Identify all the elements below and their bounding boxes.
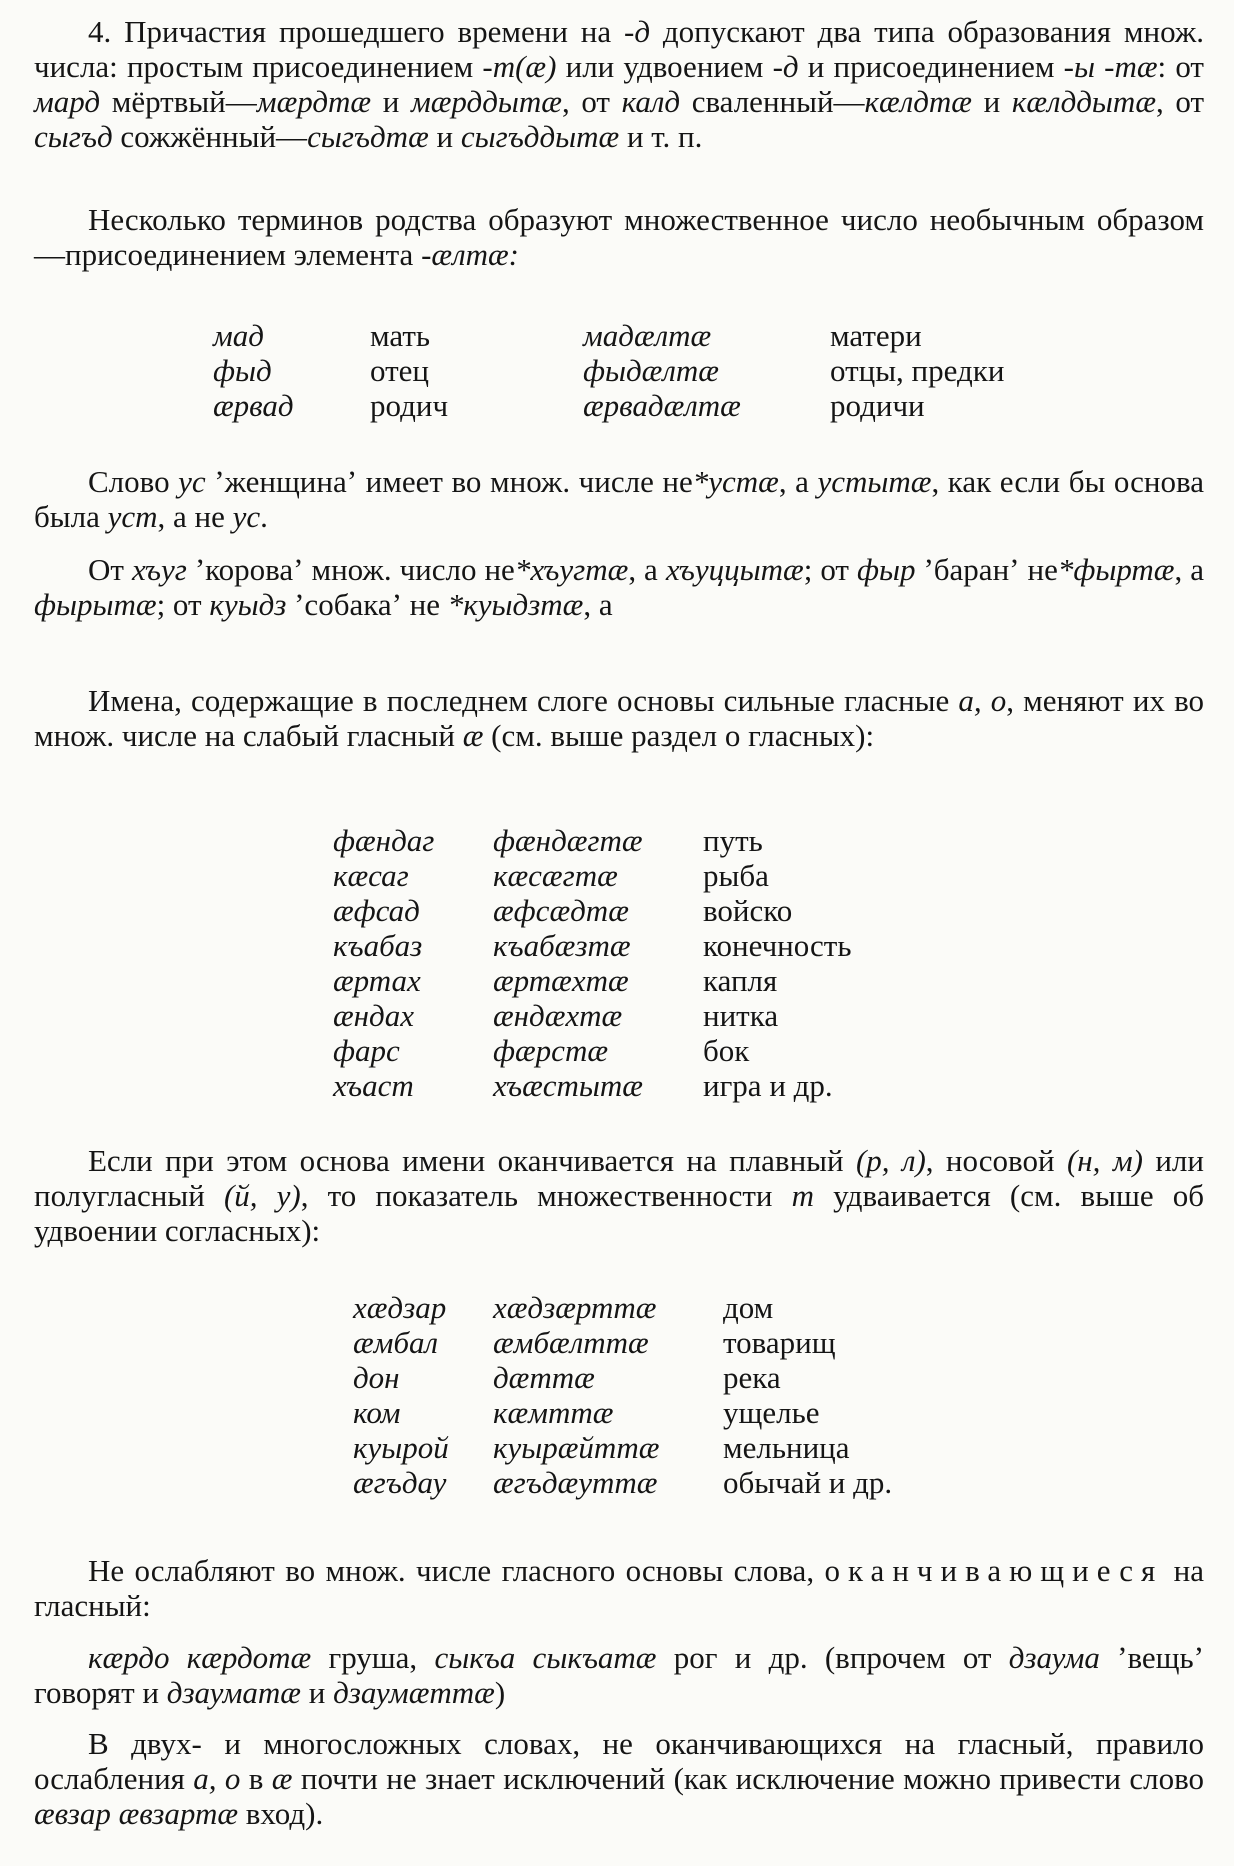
table-row: фæндаг фæндæгтæ путь — [333, 823, 763, 858]
table-row: куырой куырæйттæ мельница — [353, 1430, 850, 1465]
table-row: æгъдау æгъдæуттæ обычай и др. — [353, 1465, 893, 1500]
paragraph-participles: 4. Причастия прошедшего времени на -д допускают два типа образования множ. числа: простым присоединением -т(æ) или удвоением -д и присоединением -ы -тæ: от мард мёртвый—мæрдтæ и мæрддытæ, от калд сваленный—кæлдтæ и кæлддытæ, от сыгъд сожжённый—сыгъдтæ и сыгъддытæ и т. п. — [34, 14, 1205, 154]
table-row: къабаз къабæзтæ конечность — [333, 928, 852, 963]
table-row: хæдзар хæдзæрттæ дом — [353, 1290, 774, 1325]
table-row: ком кæмттæ ущелье — [353, 1395, 820, 1430]
paragraph-exceptions: От хъуг ʼкороваʼ множ. число не*хъугтæ, а хъуццытæ; от фыр ʼбаранʼ не*фыртæ, а фырытæ; от куыдз ʼсобакаʼ не *куыдзтæ, а — [34, 552, 1204, 622]
vowel-change-table — [333, 823, 851, 1103]
table-row: мад мать мадæлтæ матери — [213, 318, 922, 353]
table-row: æмбал æмбæлттæ товарищ — [353, 1325, 836, 1360]
paragraph-consonant-doubling: Если при этом основа имени оканчивается на плавный (р, л), носовой (н, м) или полугласный (й, у), то показатель множественности т удваивается (см. выше об удвоении согласных): — [34, 1143, 1205, 1248]
paragraph-strong-vowels: Имена, содержащие в последнем слоге основы сильные гласные а, о, меняют их во множ. числе на слабый гласный æ (см. выше раздел о гласных): — [34, 683, 1204, 753]
paragraph-vowel-ending: Не ослабляют во множ. числе гласного основы слова, оканчивающиеся на гласный: — [34, 1553, 1204, 1623]
paragraph-woman: Слово ус ʼженщинаʼ имеет во множ. числе не*устæ, а устытæ, как если бы основа была уст, а не ус. — [34, 464, 1204, 534]
table-row: дон дæттæ река — [353, 1360, 781, 1395]
table-row: æрвад родич æрвадæлтæ родичи — [213, 388, 925, 423]
kinship-table — [213, 318, 1004, 423]
table-row: æфсад æфсæдтæ войско — [333, 893, 793, 928]
table-row: æндах æндæхтæ нитка — [333, 998, 779, 1033]
paragraph-polysyllabic: В двух- и многосложных словах, не оканчивающихся на гласный, правило ослабления а, о в æ почти не знает исключений (как исключение можно привести слово æвзар æвзартæ вход). — [34, 1726, 1204, 1831]
table-row: æртах æртæхтæ капля — [333, 963, 778, 998]
table-row: фарс фæрстæ бок — [333, 1033, 750, 1068]
paragraph-kinship-terms: Несколько терминов родства образуют множественное число необычным образом—присоединением элемента -æлтæ: — [34, 202, 1204, 272]
doubling-table — [353, 1290, 892, 1500]
table-row: фыд отец фыдæлтæ отцы, предки — [213, 353, 1005, 388]
paragraph-examples: кæрдо кæрдотæ груша, сыкъа сыкъатæ рог и др. (впрочем от дзаума ʼвещьʼ говорят и дзауматæ и дзаумæттæ) — [34, 1640, 1205, 1710]
table-row: кæсаг кæсæгтæ рыба — [333, 858, 769, 893]
table-row: хъаст хъæстытæ игра и др. — [333, 1068, 833, 1103]
